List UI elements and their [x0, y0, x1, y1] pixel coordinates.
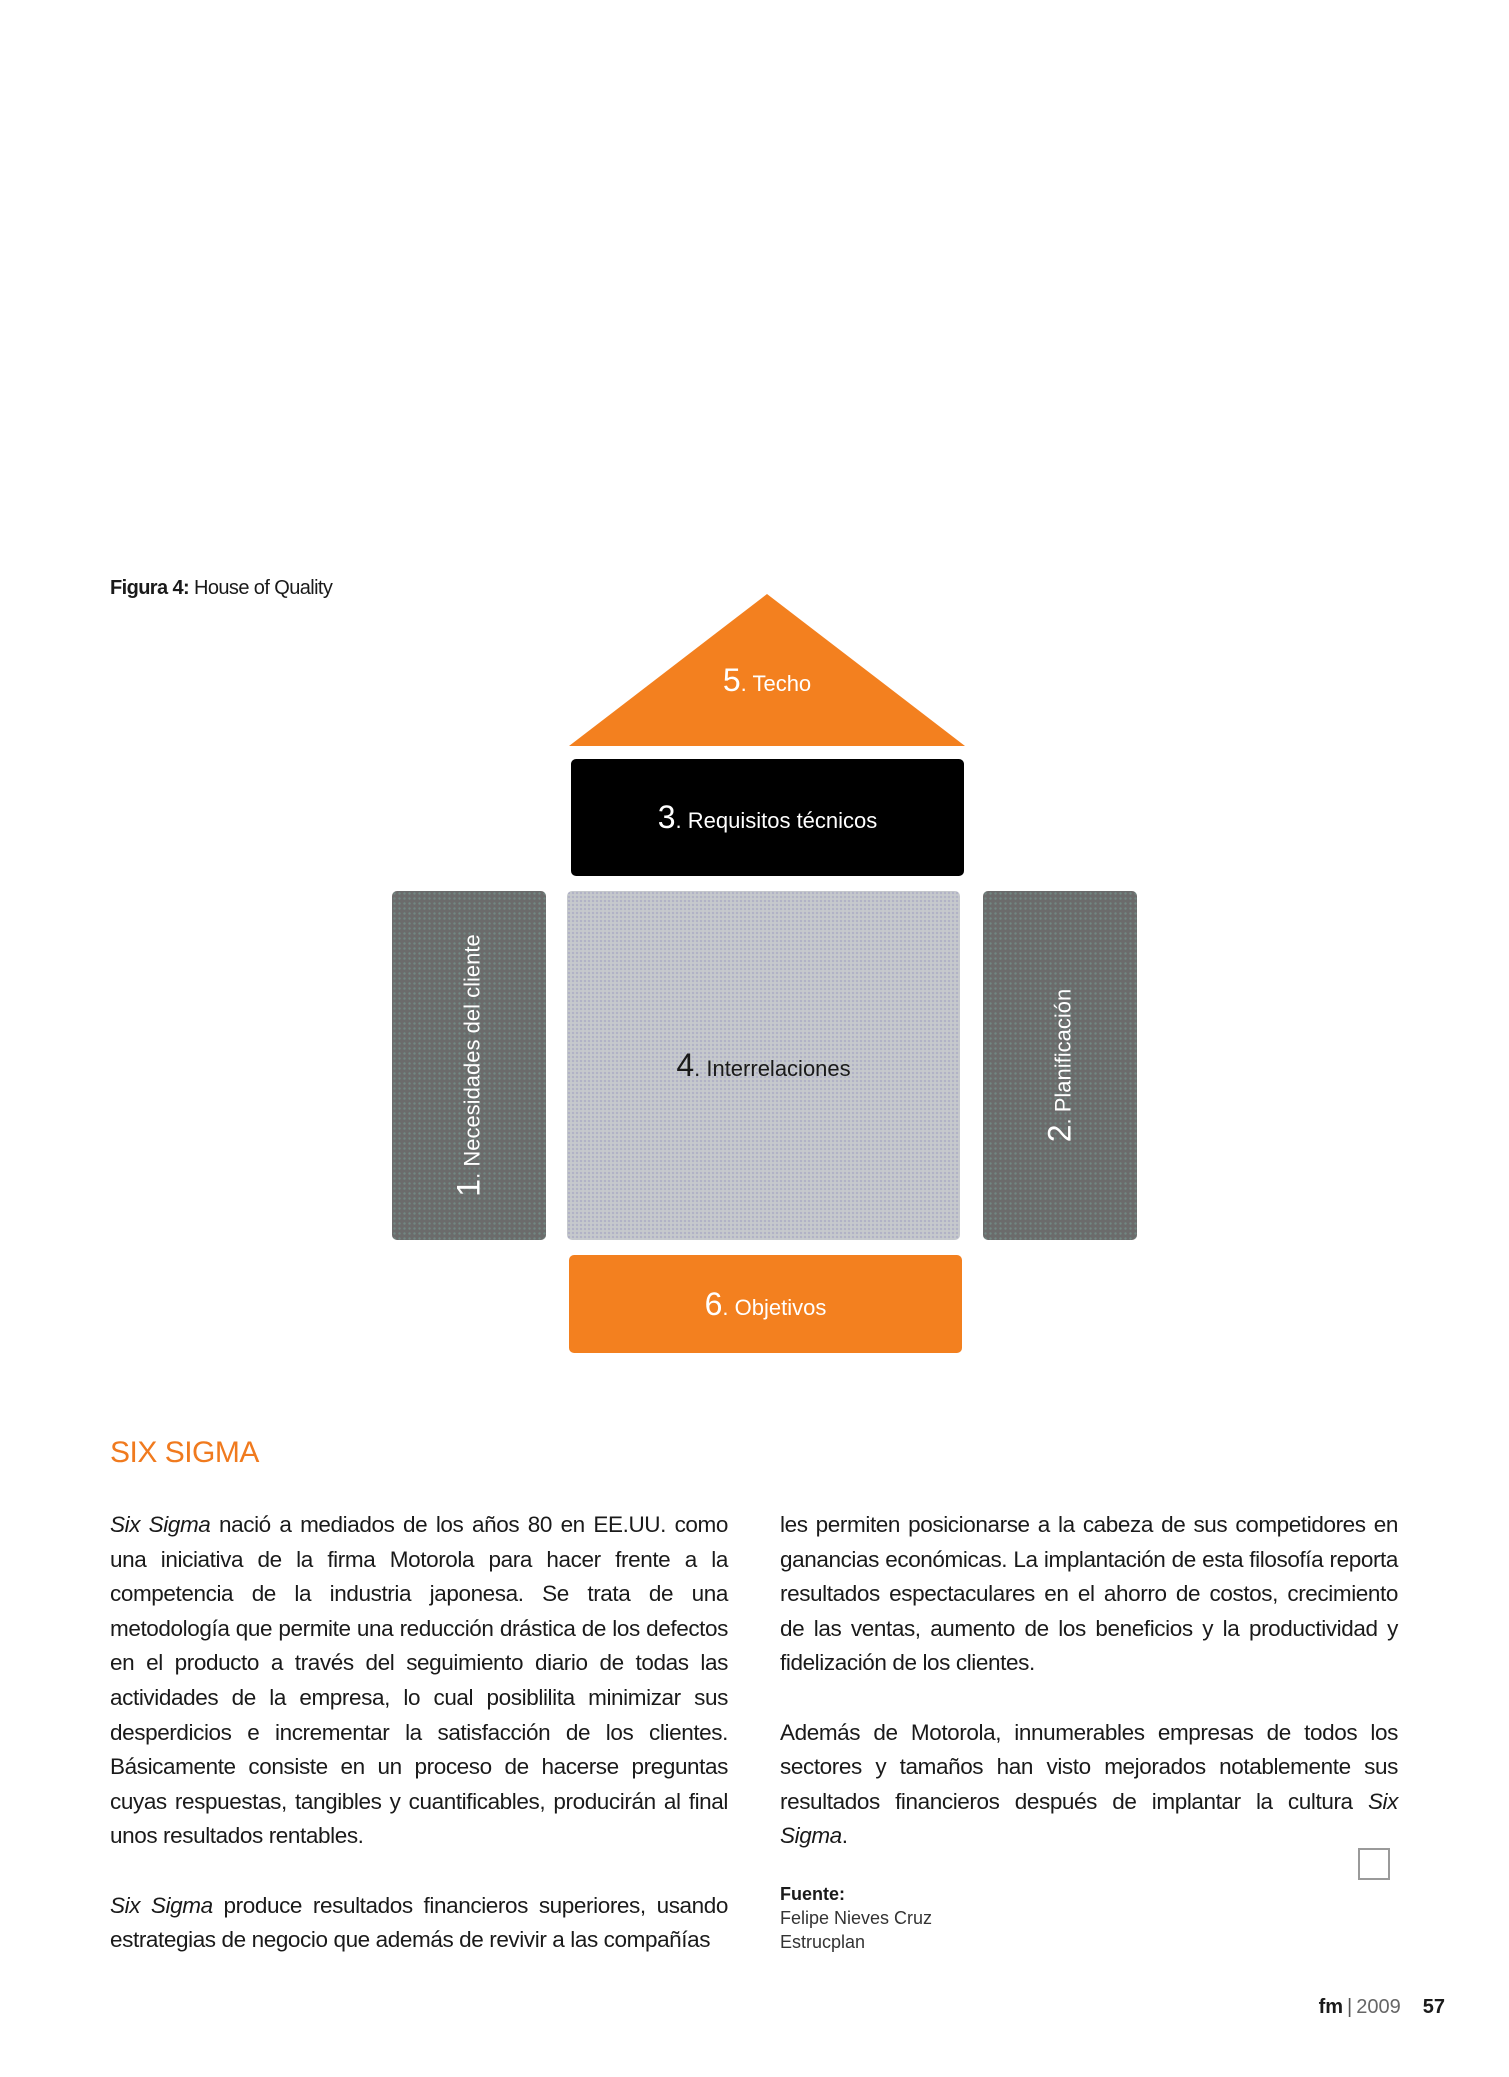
roof-text: . Techo [740, 671, 812, 696]
figure-caption-label: Figura 4: [110, 577, 190, 599]
paragraph-text: nació a mediados de los años 80 en EE.UU. como una iniciativa de la firma Motorola para hacer frente a la competencia de la industria japonesa. Se trata de una metodología que permite una reducción drástica de los defectos en el producto a través del seguimiento diario de todas las actividades de la empresa, lo cual posiblilita minimizar sus desperdicios e incrementar la satisfacción de los clientes. Básicamente consiste en un proceso de hacerse preguntas cuyas respuestas, tangibles y cuantificables, producirán al final unos resultados rentables. [110, 1512, 728, 1849]
left-number: 1 [450, 1178, 487, 1197]
roof-block [569, 594, 965, 746]
right-number: 2 [1041, 1124, 1078, 1143]
customer-needs-block [392, 891, 546, 1240]
tech-number: 3 [657, 799, 676, 835]
footer-separator: | [1347, 1996, 1353, 2018]
footer-brand: fm [1318, 1996, 1344, 2018]
right-text: . Planificación [1050, 988, 1076, 1125]
roof-label [569, 662, 965, 699]
figure-caption [110, 577, 332, 600]
left-column [110, 1508, 728, 1992]
inter-text: . Interrelaciones [694, 1056, 851, 1081]
end-mark-checkbox[interactable] [1358, 1848, 1390, 1880]
left-text: . Necesidades del cliente [459, 934, 485, 1179]
page-number: 57 [1422, 1996, 1445, 2018]
source-author: Felipe Nieves Cruz [780, 1908, 933, 1928]
right-column [780, 1508, 1398, 1889]
source-org: Estrucplan [780, 1932, 866, 1952]
technical-requirements-block [571, 759, 964, 876]
section-title: SIX SIGMA [110, 1436, 259, 1469]
objectives-block [569, 1255, 962, 1353]
tech-text: . Requisitos técnicos [675, 808, 878, 833]
obj-number: 6 [704, 1285, 723, 1322]
paragraph [780, 1716, 1398, 1854]
paragraph-end: . [841, 1823, 848, 1849]
interrelations-block [567, 891, 960, 1240]
source-block [780, 1882, 932, 1954]
paragraph-text: Además de Motorola, innumerables empresas de todos los sectores y tamaños han visto mejorados notablemente sus resultados financieros después de implantar la cultura [780, 1719, 1398, 1814]
paragraph [110, 1508, 728, 1854]
emphasis: Six Sigma [780, 1788, 1398, 1849]
source-label: Fuente: [780, 1884, 845, 1904]
paragraph-text: produce resultados financieros superiores, usando estrategias de negocio que además de revivir a las compañías [110, 1892, 728, 1953]
planning-block [983, 891, 1137, 1240]
emphasis: Six Sigma [110, 1512, 211, 1537]
page-footer [1319, 1996, 1445, 2019]
roof-number: 5 [722, 662, 741, 698]
inter-number: 4 [676, 1047, 695, 1083]
paragraph [780, 1508, 1398, 1681]
emphasis: Six Sigma [110, 1892, 213, 1918]
paragraph [110, 1889, 728, 1958]
figure-caption-text: House of Quality [194, 577, 333, 599]
footer-year: 2009 [1356, 1996, 1401, 2018]
paragraph-text: les permiten posicionarse a la cabeza de sus competidores en ganancias económicas. La implantación de esta filosofía reporta resultados espectaculares en el ahorro de costos, crecimiento de las ventas, aumento de los beneficios y la productividad y fidelización de los clientes. [780, 1512, 1398, 1676]
obj-text: . Objetivos [722, 1294, 827, 1320]
